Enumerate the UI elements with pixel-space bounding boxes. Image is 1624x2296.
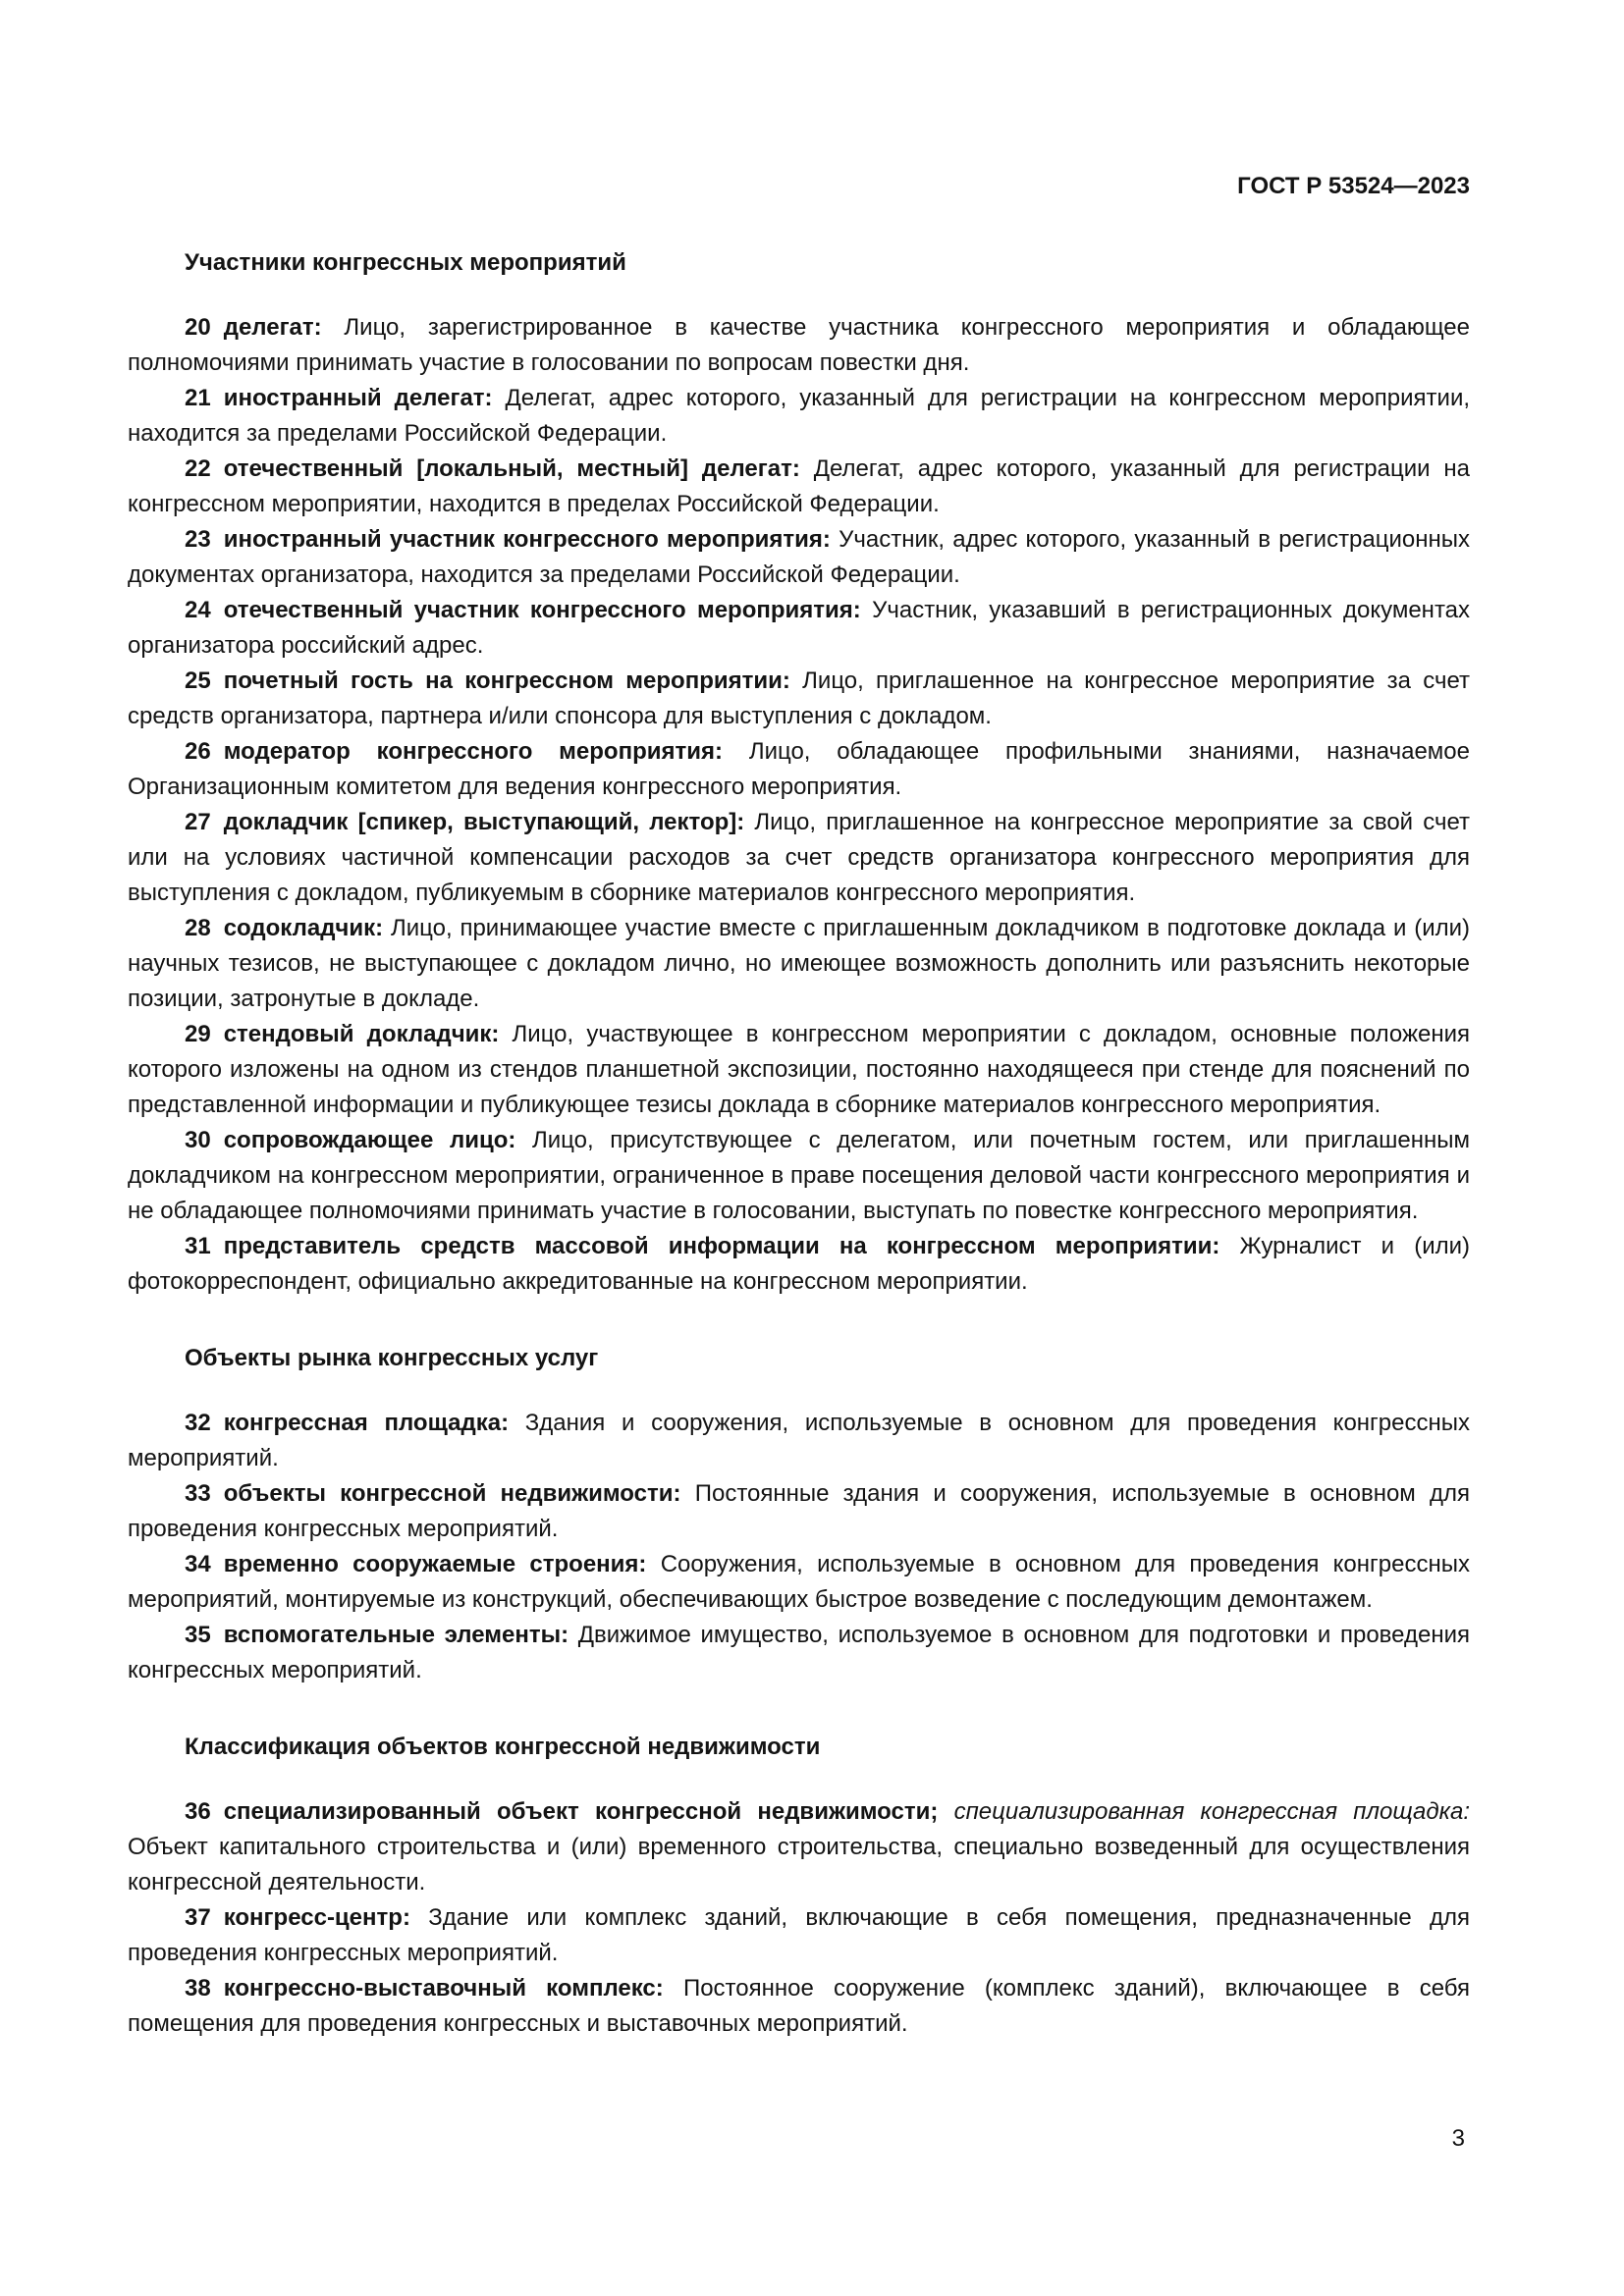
term-definition: Лицо, участвующее в конгрессном мероприятии с докладом, основные положения которого изложены на одном из стендов планшетной экспозиции, постоянно находящееся при стенде для пояснений по представленной информации и публикующее тезисы доклада в сборнике материалов конгрессного мероприятия. xyxy=(128,1021,1471,1118)
term-number: 37 xyxy=(185,1904,211,1931)
term-paragraph xyxy=(128,911,1470,1017)
term-number: 21 xyxy=(185,385,211,411)
term-paragraph xyxy=(128,1618,1470,1688)
term-number: 23 xyxy=(185,526,211,553)
page-number: 3 xyxy=(1451,2125,1465,2152)
term-number: 20 xyxy=(185,314,211,341)
section-heading: Объекты рынка конгрессных услуг xyxy=(185,1345,599,1371)
term-definition: Лицо, присутствующее с делегатом, или почетным гостем, или приглашенным докладчиком на конгрессном мероприятии, ограниченное в праве посещения деловой части конгрессного мероприятия и не обладающее полномочиями принимать участие в голосовании, выступать по повестке конгрессного мероприятия. xyxy=(128,1127,1470,1224)
term-paragraph xyxy=(128,452,1470,522)
term-title: содокладчик: xyxy=(223,915,384,941)
term-number: 31 xyxy=(185,1233,211,1259)
term-title: иностранный делегат: xyxy=(223,385,493,411)
term-definition: Делегат, адрес которого, указанный для регистрации на конгрессном мероприятии, находится в пределах Российской Федерации. xyxy=(128,455,1471,517)
term-paragraph xyxy=(128,381,1470,452)
term-title: конгресс-центр: xyxy=(223,1904,410,1931)
term-title: временно сооружаемые строения: xyxy=(223,1551,647,1577)
term-number: 29 xyxy=(185,1021,211,1047)
term-title: конгрессно-выставочный комплекс: xyxy=(223,1975,664,2002)
term-number: 38 xyxy=(185,1975,211,2002)
term-definition: Здание или комплекс зданий, включающие в себя помещения, предназначенные для проведения конгрессных мероприятий. xyxy=(128,1904,1471,1966)
term-number: 30 xyxy=(185,1127,211,1153)
term-paragraph xyxy=(128,1900,1470,1971)
term-title: отечественный [локальный, местный] делегат: xyxy=(223,455,800,482)
term-number: 24 xyxy=(185,597,211,623)
term-definition: Лицо, зарегистрированное в качестве участника конгрессного мероприятия и обладающее полномочиями принимать участие в голосовании по вопросам повестки дня. xyxy=(128,314,1470,376)
term-title: специализированный объект конгрессной недвижимости; xyxy=(223,1798,939,1825)
term-number: 22 xyxy=(185,455,211,482)
term-number: 27 xyxy=(185,809,211,835)
term-definition: Лицо, приглашенное на конгрессное мероприятие за счет средств организатора, партнера и/или спонсора для выступления с докладом. xyxy=(128,667,1471,729)
term-paragraph xyxy=(128,593,1470,664)
term-title: представитель средств массовой информации на конгрессном мероприятии: xyxy=(223,1233,1220,1259)
term-title: отечественный участник конгрессного мероприятия: xyxy=(223,597,861,623)
document-header: ГОСТ Р 53524—2023 xyxy=(1237,173,1470,199)
term-paragraph xyxy=(128,805,1470,911)
term-title: делегат: xyxy=(223,314,322,341)
term-title: конгрессная площадка: xyxy=(223,1410,510,1436)
term-definition: Журналист и (или) фотокорреспондент, официально аккредитованные на конгрессном мероприятии. xyxy=(128,1233,1471,1295)
term-paragraph xyxy=(128,522,1470,593)
term-paragraph xyxy=(128,1229,1470,1300)
term-paragraph xyxy=(128,1123,1470,1229)
section-heading: Классификация объектов конгрессной недвижимости xyxy=(185,1734,821,1760)
term-definition: Участник, адрес которого, указанный в регистрационных документах организатора, находится за пределами Российской Федерации. xyxy=(128,526,1471,588)
term-title: модератор конгрессного мероприятия: xyxy=(223,738,724,765)
term-definition: Сооружения, используемые в основном для проведения конгрессных мероприятий, монтируемые из конструкций, обеспечивающих быстрое возведение с последующим демонтажем. xyxy=(128,1551,1470,1613)
term-number: 33 xyxy=(185,1480,211,1507)
term-definition: Делегат, адрес которого, указанный для регистрации на конгрессном мероприятии, находится за пределами Российской Федерации. xyxy=(128,385,1471,447)
term-number: 36 xyxy=(185,1798,211,1825)
term-paragraph xyxy=(128,1476,1470,1547)
term-definition: Постоянные здания и сооружения, используемые в основном для проведения конгрессных мероприятий. xyxy=(128,1480,1470,1542)
term-definition: Лицо, приглашенное на конгрессное мероприятие за свой счет или на условиях частичной компенсации расходов за счет средств организатора конгрессного мероприятия для выступления с докладом, публикуемым в сборнике материалов конгрессного мероприятия. xyxy=(128,809,1470,906)
term-paragraph xyxy=(128,1017,1470,1123)
term-title: объекты конгрессной недвижимости: xyxy=(223,1480,681,1507)
term-definition: Объект капитального строительства и (или) временного строительства, специально возведенный для осуществления конгрессной деятельности. xyxy=(128,1834,1470,1896)
term-definition: Движимое имущество, используемое в основном для подготовки и проведения конгрессных мероприятий. xyxy=(128,1622,1470,1683)
term-definition: Лицо, принимающее участие вместе с приглашенным докладчиком в подготовке доклада и (или) научных тезисов, не выступающее с докладом лично, но имеющее возможность дополнить или разъяснить некоторые позиции, затронутые в докладе. xyxy=(128,915,1471,1012)
term-definition: Участник, указавший в регистрационных документах организатора российский адрес. xyxy=(128,597,1471,659)
term-number: 28 xyxy=(185,915,211,941)
term-title: сопровождающее лицо: xyxy=(223,1127,516,1153)
term-paragraph xyxy=(128,1406,1470,1476)
section-heading: Участники конгрессных мероприятий xyxy=(185,249,626,276)
term-paragraph xyxy=(128,1794,1470,1900)
term-synonym: специализированная конгрессная площадка: xyxy=(953,1798,1470,1825)
term-paragraph xyxy=(128,310,1470,381)
term-number: 26 xyxy=(185,738,211,765)
term-number: 32 xyxy=(185,1410,211,1436)
term-number: 34 xyxy=(185,1551,211,1577)
term-paragraph xyxy=(128,664,1470,734)
term-definition: Здания и сооружения, используемые в основном для проведения конгрессных мероприятий. xyxy=(128,1410,1471,1471)
term-definition: Лицо, обладающее профильными знаниями, назначаемое Организационным комитетом для ведения конгрессного мероприятия. xyxy=(128,738,1470,800)
term-paragraph xyxy=(128,734,1470,805)
term-paragraph xyxy=(128,1971,1470,2042)
term-number: 25 xyxy=(185,667,211,694)
term-title: стендовый докладчик: xyxy=(223,1021,500,1047)
term-title: вспомогательные элементы: xyxy=(223,1622,569,1648)
term-paragraph xyxy=(128,1547,1470,1618)
term-title: докладчик [спикер, выступающий, лектор]: xyxy=(223,809,745,835)
document-body xyxy=(128,245,1470,2042)
term-number: 35 xyxy=(185,1622,211,1648)
term-definition: Постоянное сооружение (комплекс зданий), включающее в себя помещения для проведения конгрессных и выставочных мероприятий. xyxy=(128,1975,1470,2037)
term-title: почетный гость на конгрессном мероприятии: xyxy=(223,667,790,694)
term-title: иностранный участник конгрессного мероприятия: xyxy=(223,526,831,553)
